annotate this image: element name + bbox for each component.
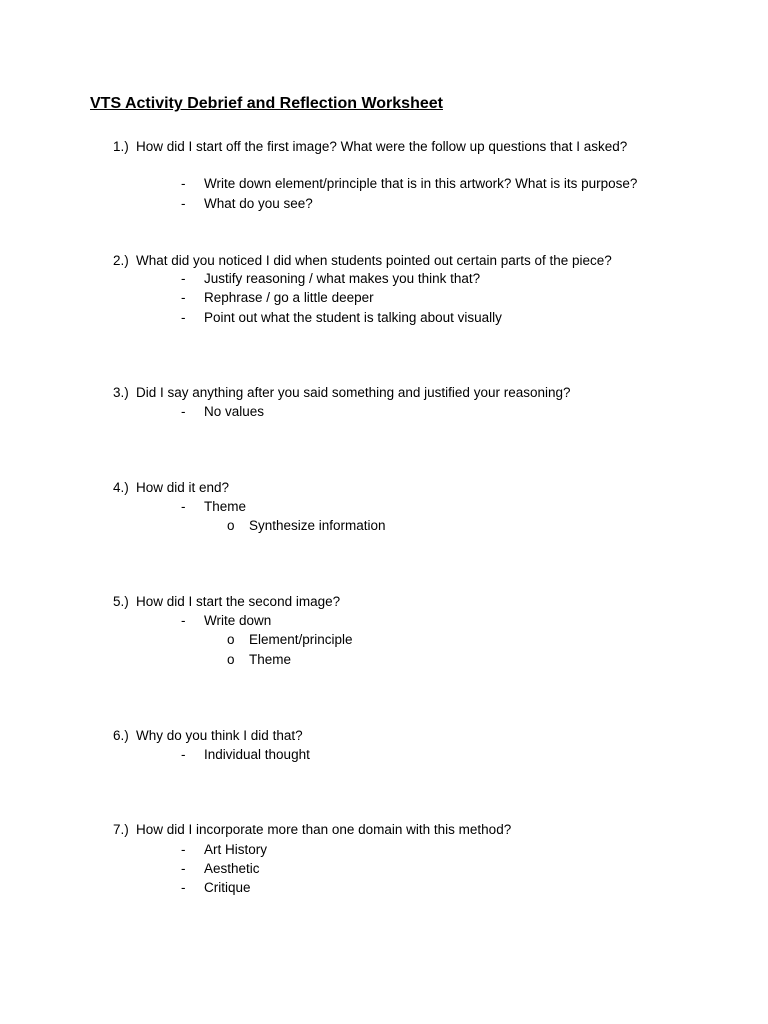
question-text: What did you noticed I did when students pointed out certain parts of the piece? [136, 253, 612, 268]
sub-bullet-text: Theme [249, 652, 292, 667]
question-text: How did I incorporate more than one domain with this method? [136, 822, 512, 837]
bullet-marker: - [181, 499, 186, 514]
bullet-text: Theme [204, 499, 247, 514]
bullet-marker: - [181, 290, 186, 305]
question-text: How did it end? [136, 480, 230, 495]
bullet-text: Write down element/principle that is in this artwork? What is its purpose? [204, 176, 638, 191]
sub-bullet-text: Synthesize information [249, 518, 386, 533]
question-number: 1.) [113, 139, 129, 154]
sub-bullet-marker: o [227, 652, 235, 667]
worksheet-title: VTS Activity Debrief and Reflection Worksheet [90, 95, 443, 112]
question-number: 5.) [113, 594, 129, 609]
bullet-marker: - [181, 176, 186, 191]
bullet-marker: - [181, 747, 186, 762]
bullet-marker: - [181, 271, 186, 286]
bullet-marker: - [181, 842, 186, 857]
question-number: 4.) [113, 480, 129, 495]
bullet-text: Critique [204, 880, 251, 895]
bullet-text: Write down [204, 613, 272, 628]
bullet-text: Aesthetic [204, 861, 260, 876]
bullet-marker: - [181, 861, 186, 876]
question-number: 7.) [113, 822, 129, 837]
question-number: 2.) [113, 253, 129, 268]
question-number: 6.) [113, 728, 129, 743]
sub-bullet-text: Element/principle [249, 632, 353, 647]
question-text: How did I start off the first image? What were the follow up questions that I asked? [136, 139, 628, 154]
bullet-text: No values [204, 404, 265, 419]
bullet-text: What do you see? [204, 196, 313, 211]
question-text: How did I start the second image? [136, 594, 341, 609]
bullet-text: Rephrase / go a little deeper [204, 290, 374, 305]
bullet-marker: - [181, 404, 186, 419]
question-text: Did I say anything after you said something and justified your reasoning? [136, 385, 571, 400]
bullet-marker: - [181, 310, 186, 325]
bullet-text: Art History [204, 842, 268, 857]
bullet-text: Individual thought [204, 747, 310, 762]
question-number: 3.) [113, 385, 129, 400]
bullet-marker: - [181, 613, 186, 628]
bullet-marker: - [181, 196, 186, 211]
sub-bullet-marker: o [227, 518, 235, 533]
question-text: Why do you think I did that? [136, 728, 303, 743]
bullet-marker: - [181, 880, 186, 895]
bullet-text: Point out what the student is talking about visually [204, 310, 502, 325]
sub-bullet-marker: o [227, 632, 235, 647]
bullet-text: Justify reasoning / what makes you think that? [204, 271, 481, 286]
